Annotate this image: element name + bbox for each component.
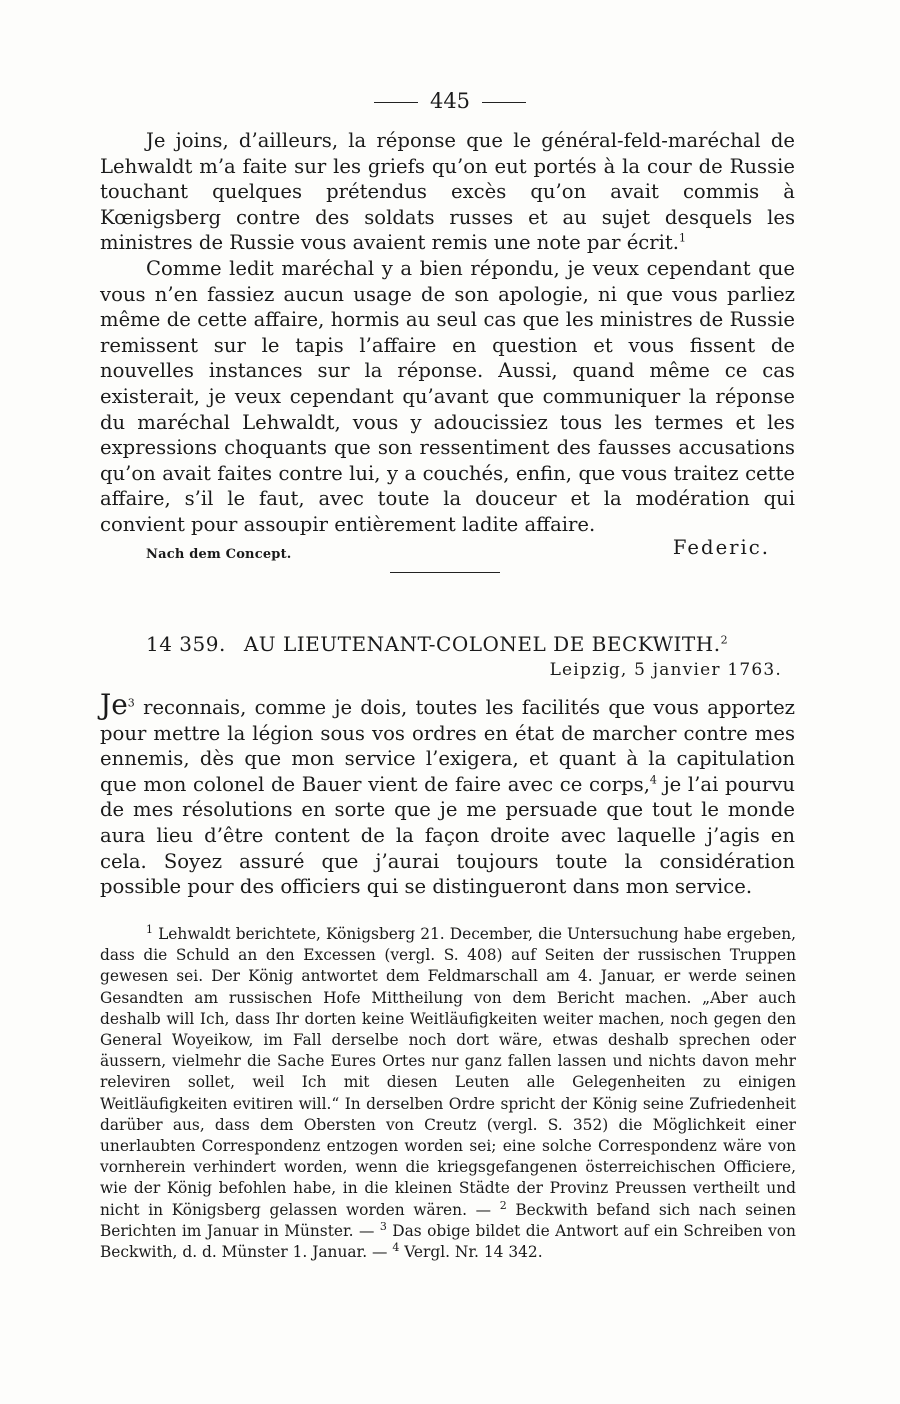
letter-1-paragraph-1: Je joins, d’ailleurs, la réponse que le général-feld-maréchal de Lehwaldt m’a faite sur les griefs qu’on eut portés à la cour de Russie touchant quelques prétendus excès qu’on avait commis à Kœnigsberg contre des soldats russes et au sujet desquels les ministres de Russie vous avaient remis une note par écrit.$^1$ bbox=[100, 129, 795, 255]
header-rule-left bbox=[374, 102, 418, 103]
footnote-ref-1: 1 bbox=[679, 231, 687, 245]
footnote-ref-2: 2 bbox=[720, 633, 729, 647]
footnote-mark-3: 3 bbox=[379, 1219, 387, 1233]
drop-cap: Je bbox=[100, 688, 128, 721]
letter-2-heading bbox=[146, 632, 728, 656]
footnotes bbox=[100, 924, 796, 1263]
footnote-ref-3: 3 bbox=[127, 696, 135, 710]
signature: Federic. bbox=[672, 536, 770, 559]
footnote-4-text: Vergl. Nr. 14 342. bbox=[399, 1243, 543, 1262]
page-header bbox=[0, 86, 900, 116]
footnote-mark-1: 1 bbox=[146, 922, 153, 936]
footnote-mark-4: 4 bbox=[392, 1240, 400, 1254]
letter-1-paragraph-2: Comme ledit maréchal y a bien répondu, je veux cependant que vous n’en fassiez aucun usage de son apologie, ni que vous parliez même de cette affaire, hormis au seul cas que les ministres de Russie remissent sur le tapis l’affaire en question et vous fissent de nouvelles instances sur la réponse. Aussi, quand même ce cas existerait, je veux cependant qu’avant que communiquer la réponse du maréchal Lehwaldt, vous y adoucissiez tous les termes et les expressions choquants que son ressentiment des fausses accusations qu’on avait faites contre lui, y a couchés, enfin, que vous traitez cette affaire, s’il le faut, avec toute la douceur et la modération qui convient pour assoupir entièrement ladite affaire. bbox=[100, 256, 795, 536]
header-rule-right bbox=[482, 102, 526, 103]
footnote-block bbox=[100, 924, 796, 1263]
footnote-ref-4: 4 bbox=[649, 773, 657, 787]
dateline-place: Leipzig, bbox=[549, 660, 628, 680]
dateline-date: 5 janvier 1763. bbox=[634, 660, 782, 680]
letter-1-signoff bbox=[100, 536, 795, 566]
footnote-2-text: Beckwith befand sich nach seinen Berichten im Januar in Münster. — bbox=[100, 1200, 796, 1240]
page-number: 445 bbox=[429, 89, 471, 113]
section-divider bbox=[390, 572, 500, 573]
footnote-mark-2: 2 bbox=[499, 1198, 507, 1212]
letter-number: 14 359. bbox=[146, 632, 226, 656]
footnote-3-text: Das obige bildet die Antwort auf ein Schreiben von Beckwith, d. d. Münster 1. Januar. — bbox=[100, 1221, 796, 1262]
letter-2-body bbox=[100, 688, 795, 900]
source-note: Nach dem Concept. bbox=[146, 547, 292, 562]
letter-2-paragraph: Je$^3$ reconnais, comme je dois, toutes les facilités que vous apportez pour mettre la légion sous vos ordres en état de marcher contre mes ennemis, dès que mon service l’exigera, et quant à la capitulation que mon colonel de Bauer vient de faire avec ce corps,$^4$ je l’ai pourvu de mes résolutions en sorte que je me persuade que tout le monde aura lieu d’être content de la façon droite avec laquelle j’agis en cela. Soyez assuré que j’aurai toujours toute la considération possible pour des officiers qui se distingueront dans mon service. bbox=[100, 688, 795, 899]
footnote-1-text: Lehwaldt berichtete, Königsberg 21. December, die Untersuchung habe ergeben, dass die Schuld an den Excessen (vergl. S. 408) auf Seiten der russischen Truppen gewesen sei. Der König antwortet dem Feldmarschall am 4. Januar, er werde seinen Gesandten am russischen Hofe Mittheilung von dem Bericht machen. „Aber auch deshalb will Ich, dass Ihr dorten keine Weitläufigkeiten weiter machen, noch gegen den General Woyeikow, im Fall derselbe noch dort wäre, etwas deshalb sprechen oder äussern, vielmehr die Sache Eures Ortes nur ganz fallen lassen und nichts davon mehr releviren sollet, weil Ich mit diesen Leuten alle Gelegenheiten zu einigen Weitläufigkeiten evitiren will.“ In derselben Ordre spricht der König seine Zufriedenheit darüber aus, dass dem Obersten von Creutz (vergl. S. 352) die Möglichkeit einer unerlaubten Correspondenz entzogen worden sei; eine solche Correspondenz wäre von vornherein verhindert worden, wenn die kriegsgefangenen österreichischen Officiere, wie der König befohlen habe, in die kleinen Städte der Provinz Preussen vertheilt und nicht in Königsberg gelassen worden wären. — bbox=[100, 925, 796, 1219]
dateline bbox=[550, 660, 782, 680]
letter-title: AU LIEUTENANT-COLONEL DE BECKWITH. bbox=[243, 632, 721, 656]
letter-1-body bbox=[100, 128, 795, 538]
